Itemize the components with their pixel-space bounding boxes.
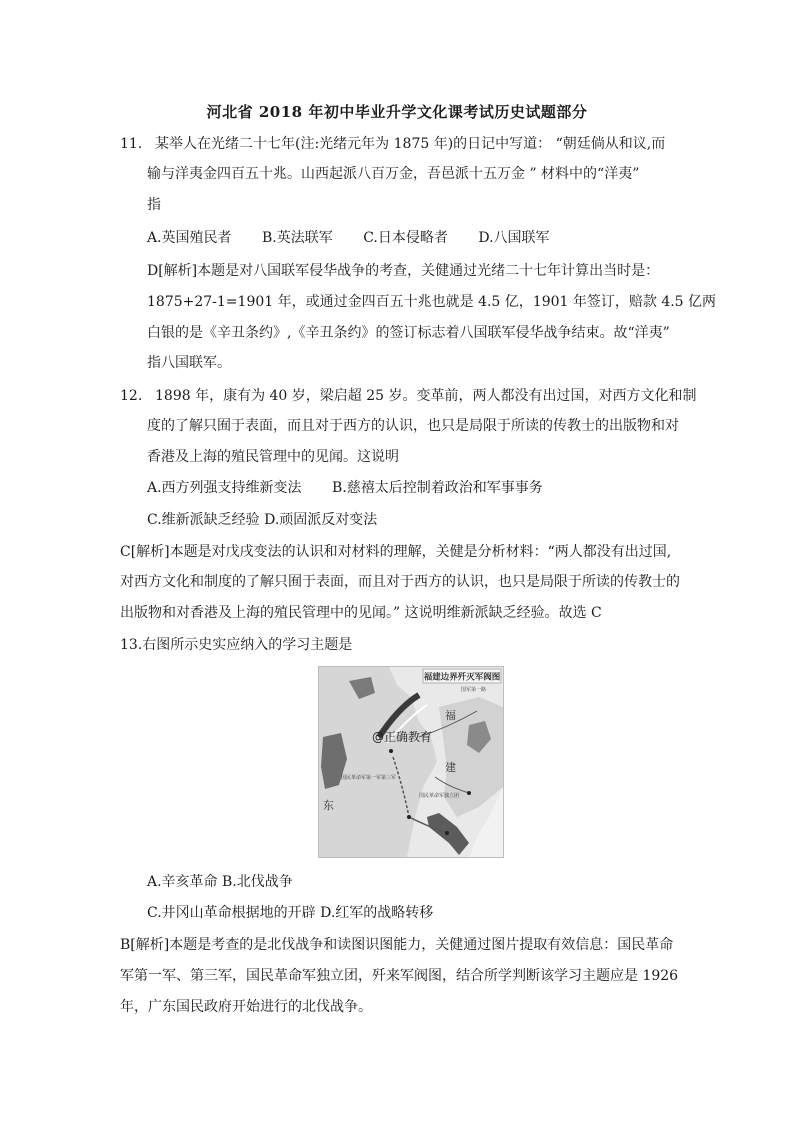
map-city-dot-2 [407, 815, 411, 819]
q13-options-row-2: C.井冈山革命根据地的开辟 D.红军的战略转移 [147, 905, 434, 921]
map-label-jian: 建 [445, 761, 456, 774]
q11-number: 11. [120, 136, 143, 152]
q11-line-2: 输与洋夷金四百五十兆。山西起派八百万金，吾邑派十五万金 ” 材料中的“洋夷” [147, 166, 640, 182]
map-graphic [319, 667, 503, 857]
q12-option-a: A.西方列强支持维新变法 [147, 480, 302, 496]
q12-analysis-3: 出版物和对香港及上海的殖民管理中的见闻。” 这说明维新派缺乏经验。故选 C [120, 605, 602, 621]
q11-analysis-4: 指八国联军。 [147, 355, 231, 371]
q11-option-c: C.日本侵略者 [363, 230, 448, 246]
q11-analysis-2: 1875+27-1=1901 年，或通过金四百五十兆也就是 4.5 亿，1901 年签订，赔款 4.5 亿两 [147, 294, 717, 310]
q13-options-row-1: A.辛亥革命 B.北伐战争 [147, 874, 293, 890]
map-label-line: 国军第一路 [461, 687, 487, 693]
q12-number: 12. [120, 388, 143, 404]
q12-options-row-1 [147, 478, 569, 498]
q11-option-d: D.八国联军 [478, 230, 550, 246]
map-city-dot-1 [389, 749, 393, 753]
q11-options [147, 228, 576, 248]
map-city-dot-3 [445, 831, 449, 835]
q11-line-3: 指 [147, 197, 161, 213]
q11-option-b: B.英法联军 [262, 230, 333, 246]
q12-line-1: 1898 年，康有为 40 岁，梁启超 25 岁。变革前，两人都没有出过国，对西方文化和制 [155, 388, 697, 404]
northern-expedition-map [318, 666, 504, 858]
q11-analysis-1: D[解析]本题是对八国联军侵华战争的考查，关健通过光绪二十七年计算出当时是： [147, 263, 660, 279]
q12-analysis-1: C[解析]本题是对戊戌变法的认识和对材料的理解，关健是分析材料：“两人都没有出过国, [120, 544, 672, 560]
map-label-dong: 东 [323, 799, 334, 812]
q12-option-b: B.慈禧太后控制着政治和军事事务 [332, 480, 543, 496]
q13-analysis-3: 年，广东国民政府开始进行的北伐战争。 [120, 999, 372, 1015]
q11-analysis-3: 白银的是《辛丑条约》,《辛丑条约》的签订标志着八国联军侵华战争结束。故“洋夷” [147, 325, 670, 341]
q13-analysis-2: 军第一军、第三军，国民革命军独立团，歼来军阀图，结合所学判断该学习主题应是 1926 [120, 968, 679, 984]
q13-analysis-1: B[解析]本题是考查的是北伐战争和读图识图能力，关健通过图片提取有效信息：国民革命 [120, 937, 674, 953]
map-city-dot-4 [467, 791, 471, 795]
q12-analysis-2: 对西方文化和制度的了解只囿于表面，而且对于西方的认识，也只是局限于所读的传教士的 [120, 574, 680, 590]
q12-line-3: 香港及上海的殖民管理中的见闻。这说明 [147, 449, 399, 465]
map-label-fu: 福 [445, 709, 456, 722]
q11-line-1: 某举人在光绪二十七年(注:光绪元年为 1875 年)的日记中写道： “朝廷倘从和议,而 [155, 136, 666, 152]
watermark-text: @正确教育 [372, 730, 433, 744]
map-title: 福建边界歼灭军阀图 [423, 672, 501, 683]
q12-options-row-2: C.维新派缺乏经验 D.顽固派反对变法 [147, 512, 378, 528]
q11-option-a: A.英国殖民者 [147, 230, 232, 246]
q13-question: 13.右图所示史实应纳入的学习主题是 [120, 637, 353, 653]
page-title: 河北省 2018 年初中毕业升学文化课考试历史试题部分 [206, 103, 588, 121]
map-label-army-1: 国民革命军第一军第三军 [341, 775, 397, 781]
q12-line-2: 度的了解只囿于表面，而且对于西方的认识，也只是局限于所读的传教士的出版物和对 [147, 418, 679, 434]
map-label-army-2: 国民革命军独立团 [419, 793, 460, 799]
